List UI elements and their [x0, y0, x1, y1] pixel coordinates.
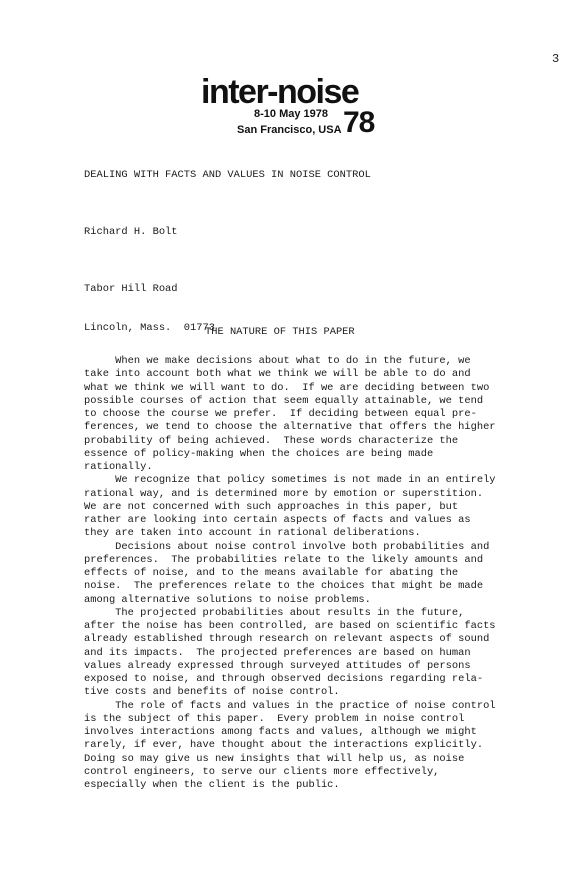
body-line: after the noise has been controlled, are based on scientific facts [84, 620, 496, 632]
address-line: Tabor Hill Road [84, 282, 178, 295]
body-line: noise. The preferences relate to the choices that might be made [84, 580, 484, 593]
body-line: take into account both what we think we will be able to do and [84, 368, 471, 381]
body-line: and its impacts. The projected preferences are based on human [84, 646, 471, 659]
body-line: among alternative solutions to noise problems. [84, 593, 371, 606]
paper-title: DEALING WITH FACTS AND VALUES IN NOISE CONTROL [84, 169, 371, 181]
body-line: control engineers, to serve our clients more effectively, [84, 765, 440, 778]
body-line: rational way, and is determined more by emotion or superstition. [84, 487, 484, 500]
body-line: essence of policy-making when the choices are being made [84, 447, 434, 460]
body-text [84, 355, 496, 792]
body-line: rather are looking into certain aspects of facts and values as [84, 514, 471, 526]
body-line: already established through research on relevant aspects of sound [84, 633, 490, 646]
body-line: they are taken into account in rational deliberations. [84, 527, 421, 540]
page-number: 3 [552, 52, 560, 66]
body-line: effects of noise, and to the means available for abating the [84, 567, 459, 579]
author-address [84, 256, 215, 349]
section-heading: THE NATURE OF THIS PAPER [205, 326, 355, 338]
body-line: Doing so may give us new insights that will help us, as noise [84, 752, 465, 765]
body-line: rationally. [84, 461, 153, 473]
body-line: We are not concerned with such approaches in this paper, but [84, 500, 459, 513]
body-line: especially when the client is the public. [84, 779, 340, 791]
body-line: tive costs and benefits of noise control. [84, 686, 340, 699]
body-line: probability of being achieved. These words characterize the [84, 434, 459, 447]
author-name: Richard H. Bolt [84, 226, 178, 238]
body-line: Decisions about noise control involve both probabilities and [84, 540, 490, 553]
logo-wordmark: inter-noise [201, 73, 359, 111]
body-line: ferences, we tend to choose the alternative that offers the higher [84, 421, 496, 434]
body-line: rarely, if ever, have thought about the interactions explicitly. [84, 739, 484, 752]
logo-place: San Francisco, USA [237, 124, 342, 136]
body-line: The projected probabilities about results in the future, [84, 606, 465, 619]
logo-dates: 8-10 May 1978 [254, 108, 328, 120]
body-line: possible courses of action that seem equally attainable, we tend [84, 394, 484, 407]
body-line: preferences. The probabilities relate to the likely amounts and [84, 553, 484, 566]
body-line: values already expressed through surveyed attitudes of persons [84, 659, 471, 672]
body-line: is the subject of this paper. Every problem in noise control [84, 712, 465, 725]
address-line: Lincoln, Mass. 01773 [84, 322, 215, 335]
body-line: exposed to noise, and through observed decisions regarding rela- [84, 673, 484, 685]
body-line: what we think we will want to do. If we are deciding between two [84, 381, 490, 394]
body-line: We recognize that policy sometimes is not made in an entirely [84, 474, 496, 487]
body-line: to choose the course we prefer. If deciding between equal pre- [84, 408, 477, 420]
body-line: involves interactions among facts and values, although we might [84, 726, 477, 738]
logo-year: 78 [343, 106, 375, 139]
body-line: When we make decisions about what to do in the future, we [84, 355, 471, 367]
body-line: The role of facts and values in the practice of noise control [84, 699, 496, 712]
